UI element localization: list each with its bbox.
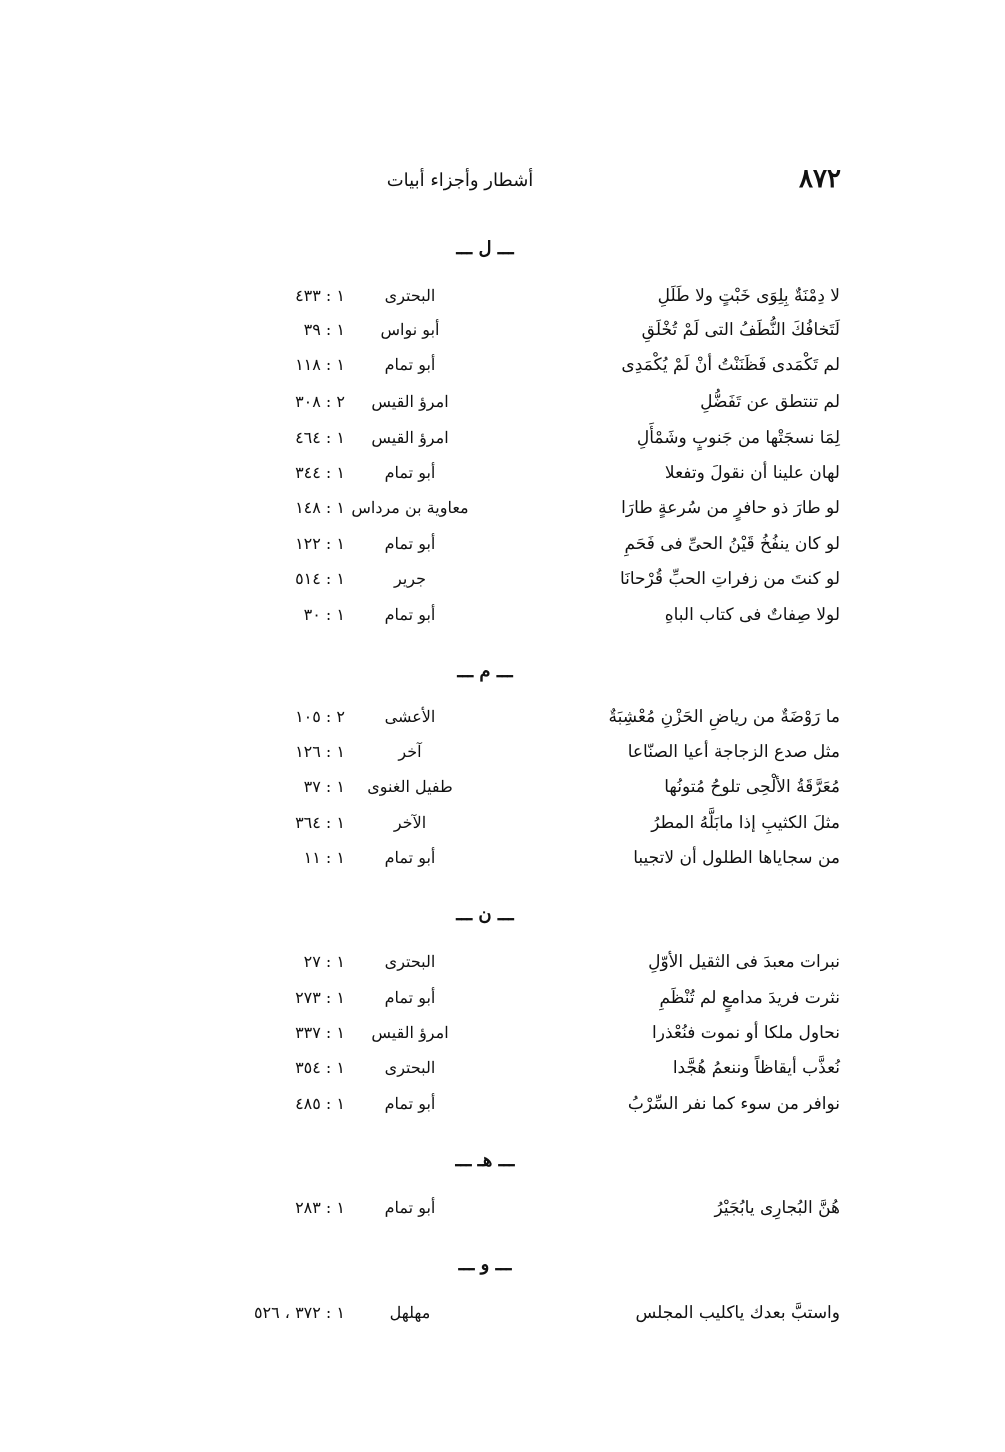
poet-name: أبو تمام bbox=[384, 534, 436, 553]
section-heading-mim: ـــ م ـــ bbox=[457, 661, 513, 682]
verse-text: لولا صِفاتٌ فى كتاب الباهِ bbox=[664, 605, 840, 625]
volume-page-ref: ٢ : ٣٠٨ bbox=[295, 392, 345, 411]
volume-page-ref: ١ : ٣٤٤ bbox=[295, 463, 345, 482]
volume-page-ref: ١ : ٢٨٣ bbox=[295, 1198, 345, 1217]
verse-text: نوافر من سوء كما نفر السِّرْبُ bbox=[627, 1094, 840, 1114]
entry-row bbox=[0, 1198, 1005, 1232]
volume-page-ref: ١ : ٢٧ bbox=[303, 952, 345, 971]
poet-name: أبو تمام bbox=[384, 355, 436, 374]
verse-text: لو طارَ ذو حافرٍ من سُرعةٍ طارَا bbox=[621, 498, 840, 518]
verse-text: هُنَّ البُجارِى يابُجَيْرُ bbox=[714, 1198, 840, 1218]
verse-text: مُعَرَّقَةُ الألْحِى تلوحُ مُتونُها bbox=[664, 777, 840, 797]
volume-page-ref: ١ : ١٤٨ bbox=[295, 498, 345, 517]
poet-name: الأعشى bbox=[384, 707, 436, 726]
poet-name: آخر bbox=[398, 742, 422, 761]
section-heading-ha: ـــ هـ ـــ bbox=[455, 1150, 515, 1171]
entry-row bbox=[0, 569, 1005, 603]
poet-name: مهلهل bbox=[389, 1303, 431, 1322]
entry-row bbox=[0, 534, 1005, 568]
poet-name: أبو تمام bbox=[384, 463, 436, 482]
poet-name: طفيل الغنوى bbox=[367, 777, 453, 796]
volume-page-ref: ١ : ٤٦٤ bbox=[295, 428, 345, 447]
poet-name: جرير bbox=[394, 569, 426, 588]
entry-row bbox=[0, 707, 1005, 741]
verse-text: من سجاياها الطلول أن لاتجيبا bbox=[633, 848, 840, 868]
poet-name: معاوية بن مرداس bbox=[351, 498, 469, 517]
verse-text: واستبَّ بعدك ياكليب المجلس bbox=[635, 1303, 840, 1323]
entry-row bbox=[0, 605, 1005, 639]
volume-page-ref: ٢ : ١٠٥ bbox=[295, 707, 345, 726]
volume-page-ref: ١ : ١٢٢ bbox=[295, 534, 345, 553]
volume-page-ref: ١ : ٣٠ bbox=[303, 605, 345, 624]
entry-row bbox=[0, 1023, 1005, 1057]
verse-text: لَتَخافُكَ النُّطَفُ التى لَمْ تُخْلَقِ bbox=[641, 320, 840, 340]
verse-text: ما رَوْضَةٌ من رياضِ الحَزْنِ مُعْشِبَةٌ bbox=[608, 707, 840, 727]
page-number: ٨٧٢ bbox=[799, 164, 841, 194]
volume-page-ref: ١ : ٣٦٤ bbox=[295, 813, 345, 832]
verse-text: لم تَكْمَدى فَظَنَنْتُ أنْ لَمْ يُكْمَدِى bbox=[621, 355, 840, 375]
verse-text: مثل صدع الزجاجة أعيا الصنّاعا bbox=[627, 742, 840, 762]
entry-row bbox=[0, 988, 1005, 1022]
volume-page-ref: ١ : ٤٣٣ bbox=[295, 286, 345, 305]
entry-row bbox=[0, 463, 1005, 497]
verse-text: لم تنتطق عن تَفَضُّلِ bbox=[700, 392, 840, 412]
verse-text: مثلَ الكثيبِ إذا مابَلَّهُ المطرُ bbox=[651, 813, 840, 833]
volume-page-ref: ١ : ٢٧٣ bbox=[295, 988, 345, 1007]
entry-row bbox=[0, 777, 1005, 811]
verse-text: لِمَا نسجَتْها من جَنوبٍ وشَمْأَلِ bbox=[636, 428, 840, 448]
verse-text: نثرت فريدَ مدامعٍ لم تُنْظَمِ bbox=[659, 988, 840, 1008]
volume-page-ref: ١ : ١١ bbox=[303, 848, 345, 867]
volume-page-ref: ١ : ٥١٤ bbox=[295, 569, 345, 588]
poet-name: أبو تمام bbox=[384, 988, 436, 1007]
volume-page-ref: ١ : ٣٣٧ bbox=[295, 1023, 345, 1042]
section-heading-lam: ـــ ل ـــ bbox=[456, 238, 514, 259]
verse-text: نُعذَّب أيقاظاً وننعمُ هُجَّدا bbox=[672, 1058, 840, 1078]
volume-page-ref: ١ : ٣٩ bbox=[303, 320, 345, 339]
entry-row bbox=[0, 286, 1005, 320]
entry-row bbox=[0, 498, 1005, 532]
poet-name: أبو تمام bbox=[384, 1198, 436, 1217]
entry-row bbox=[0, 1303, 1005, 1337]
section-heading-waw: ـــ و ـــ bbox=[458, 1254, 512, 1275]
entry-row bbox=[0, 813, 1005, 847]
entry-row bbox=[0, 1058, 1005, 1092]
entry-row bbox=[0, 848, 1005, 882]
entry-row bbox=[0, 320, 1005, 354]
entry-row bbox=[0, 428, 1005, 462]
volume-page-ref: ١ : ٣٥٤ bbox=[295, 1058, 345, 1077]
section-heading-nun: ـــ ن ـــ bbox=[456, 904, 514, 925]
verse-text: لا دِمْنَةٌ بِلِوَى خَبْتٍ ولا طَلَلِ bbox=[657, 286, 840, 306]
page-header-title: أشطار وأجزاء أبيات bbox=[386, 170, 534, 191]
poet-name: البحترى bbox=[384, 952, 436, 971]
poet-name: أبو نواس bbox=[380, 320, 440, 339]
volume-page-ref: ١ : ٣٧٢ ، ٥٢٦ bbox=[253, 1303, 345, 1322]
poet-name: امرؤ القيس bbox=[371, 428, 449, 447]
poet-name: البحترى bbox=[384, 286, 436, 305]
poet-name: أبو تمام bbox=[384, 848, 436, 867]
entry-row bbox=[0, 1094, 1005, 1128]
volume-page-ref: ١ : ١١٨ bbox=[295, 355, 345, 374]
entry-row bbox=[0, 355, 1005, 389]
entry-row bbox=[0, 952, 1005, 986]
entry-row bbox=[0, 742, 1005, 776]
verse-text: لهان علينا أن نقولَ وتفعلا bbox=[664, 463, 840, 483]
verse-text: لو كنتَ من زفراتِ الحبِّ قُرْحانَا bbox=[619, 569, 840, 589]
volume-page-ref: ١ : ٣٧ bbox=[303, 777, 345, 796]
poet-name: امرؤ القيس bbox=[371, 392, 449, 411]
entry-row bbox=[0, 392, 1005, 426]
verse-text: لو كان ينفُخُ قَيْنُ الحىِّ فى فَحَمِ bbox=[624, 534, 840, 554]
poet-name: الآخر bbox=[393, 813, 427, 832]
volume-page-ref: ١ : ١٢٦ bbox=[295, 742, 345, 761]
verse-text: نبرات معبدَ فى الثقيل الأوّلِ bbox=[648, 952, 840, 972]
poet-name: امرؤ القيس bbox=[371, 1023, 449, 1042]
poet-name: أبو تمام bbox=[384, 605, 436, 624]
volume-page-ref: ١ : ٤٨٥ bbox=[295, 1094, 345, 1113]
poet-name: أبو تمام bbox=[384, 1094, 436, 1113]
poet-name: البحترى bbox=[384, 1058, 436, 1077]
verse-text: نحاول ملكا أو نموت فنُعْذرا bbox=[652, 1023, 840, 1043]
